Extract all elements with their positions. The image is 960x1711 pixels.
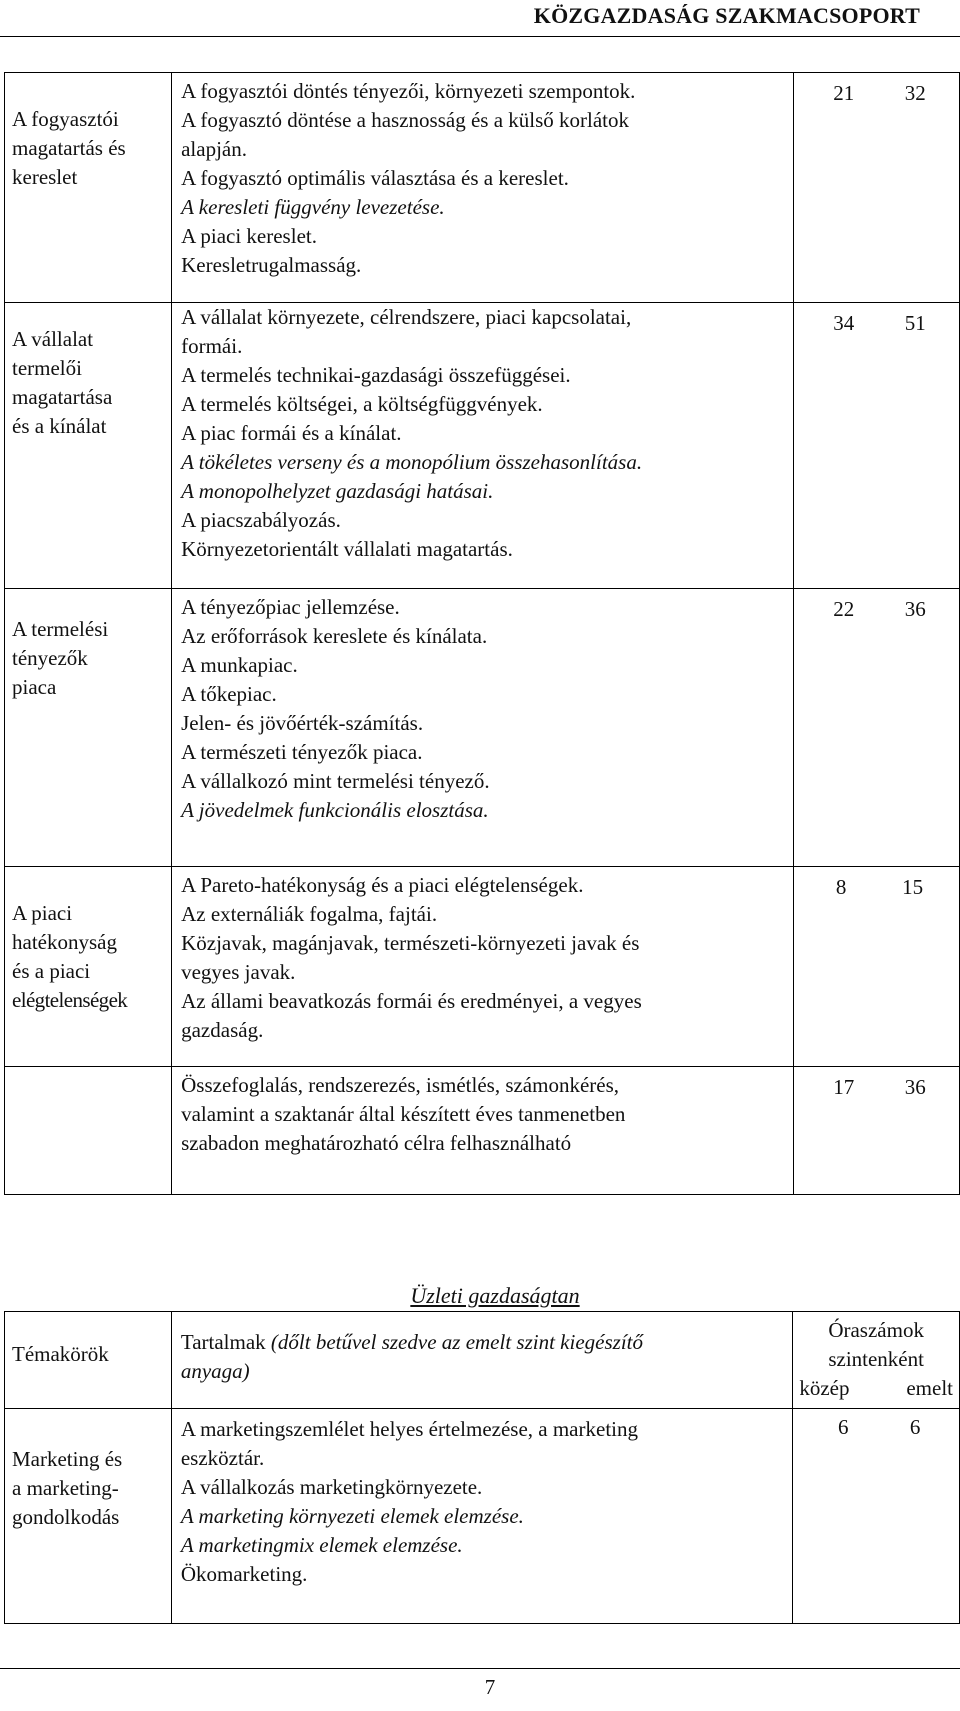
content-cell (172, 303, 794, 589)
content-line: A vállalkozó mint termelési tényező. (181, 769, 490, 793)
topic-line: és a piaci (12, 959, 91, 983)
content-cell (172, 1067, 794, 1195)
header-title: KÖZGAZDASÁG SZAKMACSOPORT (533, 3, 920, 28)
content-line: A termelés technikai-gazdasági összefüggései. (181, 363, 571, 387)
content-line: Közjavak, magánjavak, természeti-környezeti javak és (181, 931, 640, 955)
content-line: A jövedelmek funkcionális elosztása. (181, 798, 489, 822)
hours-cell (794, 303, 960, 589)
content-line: vegyes javak. (181, 960, 296, 984)
topic-line: gondolkodás (12, 1505, 120, 1529)
kozep-hours: 6 (837, 1415, 849, 1439)
hours-cell (794, 73, 960, 303)
table-row (5, 1409, 960, 1624)
topic-cell (5, 1067, 172, 1195)
kozep-label: közép (799, 1376, 850, 1400)
emelt-label: emelt (906, 1376, 953, 1400)
kozep-hours: 22 (833, 597, 855, 621)
content-header-note: (dőlt betűvel szedve az emelt szint kiegészítő (270, 1330, 643, 1354)
content-line: valamint a szaktanár által készített éves tanmenetben (181, 1102, 626, 1126)
content-line: Összefoglalás, rendszerezés, ismétlés, számonkérés, (181, 1073, 620, 1097)
content-line: Ökomarketing. (180, 1562, 308, 1586)
topic-line: kereslet (12, 165, 78, 189)
hours-header-label: Óraszámok (828, 1318, 924, 1342)
emelt-hours: 32 (904, 81, 926, 105)
topic-cell (5, 73, 172, 303)
topic-line: tényezők (12, 646, 88, 670)
topic-cell (5, 867, 172, 1067)
content-cell (172, 73, 794, 303)
content-line: A munkapiac. (181, 653, 298, 677)
topic-line: hatékonyság (12, 930, 117, 954)
page-header (0, 0, 960, 37)
table-row (5, 867, 960, 1067)
content-line: A fogyasztó optimális választása és a kereslet. (181, 166, 569, 190)
hours-header-label: szintenként (828, 1347, 924, 1371)
hours-cell (794, 589, 960, 867)
content-line: Környezetorientált vállalati magatartás. (181, 537, 513, 561)
content-line: A tényezőpiac jellemzése. (181, 595, 400, 619)
content-line: A monopolhelyzet gazdasági hatásai. (181, 479, 494, 503)
content-line: A marketingmix elemek elemzése. (180, 1533, 463, 1557)
hours-cell (794, 867, 960, 1067)
topic-line: A fogyasztói (12, 107, 119, 131)
content-line: szabadon meghatározható célra felhasználható (181, 1131, 572, 1155)
emelt-hours: 36 (904, 1075, 926, 1099)
emelt-hours: 6 (909, 1415, 921, 1439)
content-header-label: Tartalmak (180, 1330, 271, 1354)
topic-line: és a kínálat (12, 414, 107, 438)
topic-line: a marketing- (12, 1476, 119, 1500)
hours-header (793, 1312, 960, 1409)
topic-line: A vállalat (12, 327, 94, 351)
content-line: Az externáliák fogalma, fajtái. (181, 902, 438, 926)
content-line: Keresletrugalmasság. (181, 253, 362, 277)
content-line: A piac formái és a kínálat. (181, 421, 402, 445)
topic-line: A termelési (12, 617, 109, 641)
content-cell (172, 867, 794, 1067)
content-line: A tőkepiac. (181, 682, 277, 706)
section-title: Üzleti gazdaságtan (410, 1283, 580, 1308)
content-line: A vállalat környezete, célrendszere, piaci kapcsolatai, (181, 305, 632, 329)
table-row (5, 1067, 960, 1195)
content-line: A fogyasztói döntés tényezői, környezeti szempontok. (181, 79, 636, 103)
emelt-hours: 15 (902, 875, 924, 899)
content-line: A tökéletes verseny és a monopólium összehasonlítása. (181, 450, 643, 474)
topic-header (5, 1312, 172, 1409)
emelt-hours: 51 (904, 311, 926, 335)
curriculum-table (4, 72, 960, 1195)
content-line: eszköztár. (180, 1446, 265, 1470)
table-row (5, 73, 960, 303)
topic-line: A piaci (12, 901, 73, 925)
topic-cell (5, 303, 172, 589)
kozep-hours: 8 (835, 875, 847, 899)
topic-line: piaca (12, 675, 57, 699)
table-row (5, 303, 960, 589)
content-header-line (181, 1328, 792, 1357)
content-cell (171, 1409, 792, 1624)
footer-divider (0, 1668, 960, 1669)
content-line: A termelés költségei, a költségfüggvények. (181, 392, 543, 416)
topic-line: elégtelenségek (12, 988, 128, 1012)
topic-line: magatartás és (12, 136, 126, 160)
content-line: Az erőforrások kereslete és kínálata. (181, 624, 488, 648)
content-line: A keresleti függvény levezetése. (181, 195, 445, 219)
topic-header-label: Témakörök (12, 1342, 109, 1366)
content-cell (172, 589, 794, 867)
content-line: A fogyasztó döntése a hasznosság és a külső korlátok (181, 108, 630, 132)
business-table (4, 1311, 960, 1624)
emelt-hours: 36 (904, 597, 926, 621)
content-line: A vállalkozás marketingkörnyezete. (180, 1475, 483, 1499)
content-line: A marketing környezeti elemek elemzése. (180, 1504, 524, 1528)
content-line: Az állami beavatkozás formái és eredményei, a vegyes (181, 989, 642, 1013)
hours-cell (793, 1409, 960, 1624)
content-line: gazdaság. (181, 1018, 264, 1042)
content-line: A természeti tényezők piaca. (181, 740, 423, 764)
table-header-row (5, 1312, 960, 1409)
kozep-hours: 34 (833, 311, 855, 335)
content-line: Jelen- és jövőérték-számítás. (181, 711, 424, 735)
table-row (5, 589, 960, 867)
topic-line: termelői (12, 356, 82, 380)
content-line: A marketingszemlélet helyes értelmezése, a marketing (180, 1417, 638, 1441)
content-line: A piacszabályozás. (181, 508, 341, 532)
topic-cell (5, 589, 172, 867)
topic-cell (5, 1409, 172, 1624)
content-line: A piaci kereslet. (181, 224, 317, 248)
content-line: formái. (181, 334, 243, 358)
topic-line: magatartása (12, 385, 113, 409)
content-header-line: anyaga) (180, 1359, 250, 1383)
kozep-hours: 17 (833, 1075, 855, 1099)
content-line: alapján. (181, 137, 247, 161)
content-header (171, 1312, 792, 1409)
page-number: 7 (484, 1675, 496, 1699)
topic-line: Marketing és (12, 1447, 123, 1471)
hours-cell (794, 1067, 960, 1195)
content-line: A Pareto-hatékonyság és a piaci elégtelenségek. (181, 873, 584, 897)
kozep-hours: 21 (833, 81, 855, 105)
